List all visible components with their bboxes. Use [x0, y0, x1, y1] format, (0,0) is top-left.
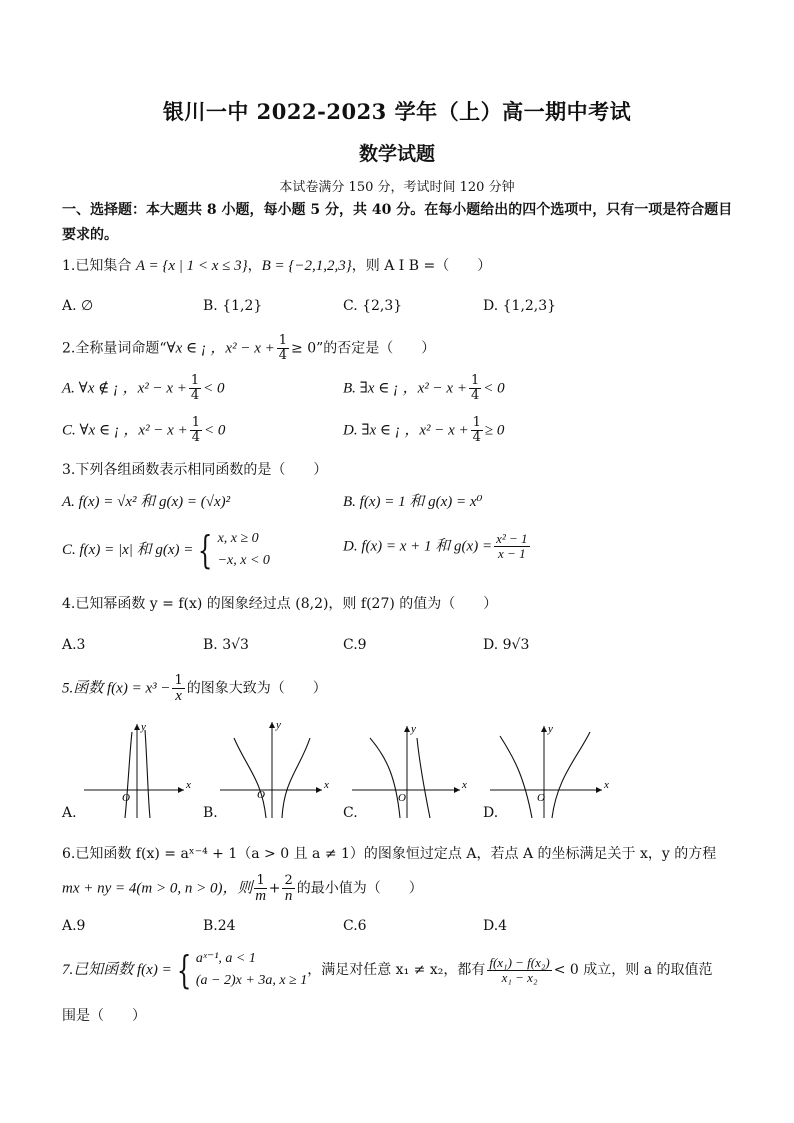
q5-label-c: C. [343, 805, 358, 821]
q6-frac1-num: 1 [256, 873, 265, 888]
q2-c-prefix: C. ∀x ∈ ¡ ，x² − x + [62, 422, 188, 439]
q2-a-prefix: A. ∀x ∉ ¡ ，x² − x + [62, 380, 187, 397]
q2-stem-post: ≥ 0”的否定是（ ） [291, 340, 436, 357]
graph-d-y-label: y [548, 723, 553, 735]
q5-fraction [172, 674, 184, 703]
q2-b-prefix: B. ∃x ∈ ¡ ，x² − x + [343, 380, 467, 397]
q2-c-frac-den: 4 [191, 430, 200, 445]
graph-c [352, 723, 467, 818]
q2-fraction [277, 334, 289, 363]
q2-a-suffix: < 0 [203, 380, 225, 397]
graph-b [220, 719, 329, 818]
q7-cases [196, 948, 307, 992]
q4-option-b: B. 3√3 [203, 637, 249, 653]
q7-fraction [487, 956, 551, 985]
q2-stem-mid: ∀x ∈ ¡ ，x² − x + [166, 340, 275, 357]
q2-c-suffix: < 0 [204, 422, 226, 439]
q7-brace: { [176, 948, 192, 992]
exam-title: 银川一中 2022-2023 学年（上）高一期中考试 [162, 99, 632, 124]
q3-option-d [343, 532, 532, 561]
q1-set-a: A = {x | 1 < x ≤ 3} [135, 258, 248, 274]
q7-pre: 7.已知函数 f(x) = [62, 962, 172, 978]
q3-option-a: A. f(x) = √x² 和 g(x) = (√x)² [62, 494, 231, 510]
graph-a [84, 721, 191, 818]
section-heading: 一、选择题：本大题共 8 小题，每小题 5 分，共 40 分。在每小题给出的四个选项中，只有一项是符合题目要求的。 [62, 202, 733, 243]
q3-d-pre: D. f(x) = x + 1 和 g(x) = [343, 538, 493, 555]
q2-b-fraction [469, 374, 481, 403]
q2-d-frac-den: 4 [472, 430, 481, 445]
q4-option-d: D. 9√3 [483, 637, 530, 653]
q5-stem-pre: 5.函数 f(x) = x³ − [62, 680, 171, 697]
q2-a-fraction [189, 374, 201, 403]
q3-c-pre: C. f(x) = |x| 和 g(x) = [62, 542, 194, 558]
question-7-line1 [62, 948, 713, 992]
q2-c-frac-num: 1 [191, 415, 200, 430]
q2-d-frac-num: 1 [472, 415, 481, 430]
q7-frac-den: x₁ − x₂ [501, 969, 538, 985]
graph-a-y-label: y [141, 721, 146, 733]
graph-b-x-label: x [324, 779, 329, 791]
q3-d-frac-den: x − 1 [498, 546, 526, 561]
q2-option-b [343, 374, 505, 403]
q2-option-d [343, 416, 504, 445]
q6-fraction-1 [254, 874, 266, 903]
q6-option-b: B.24 [203, 918, 236, 934]
q6-line2-post: 的最小值为（ ） [296, 880, 423, 897]
q2-a-frac-num: 1 [190, 373, 200, 388]
q1-stem-post: ，则 A I B =（ ） [351, 258, 492, 274]
q2-d-fraction [471, 416, 483, 445]
graph-b-y-label: y [276, 719, 281, 731]
q7-frac-num: f(x₁) − f(x₂) [489, 954, 550, 970]
q2-b-suffix: < 0 [483, 380, 505, 397]
graph-d-x-label: x [604, 779, 609, 791]
q6-frac2-num: 2 [284, 873, 293, 888]
q4-option-c: C.9 [343, 637, 367, 653]
graph-b-origin: O [257, 789, 265, 801]
q3-c-brace: { [198, 528, 213, 572]
q5-label-a: A. [62, 805, 77, 821]
graph-c-x-label: x [462, 779, 467, 791]
question-4-stem: 4.已知幂函数 y = f(x) 的图象经过点 (8,2)，则 f(27) 的值为（ ） [62, 596, 498, 612]
question-2-stem [62, 334, 435, 363]
q6-frac1-den: m [255, 888, 267, 904]
q6-line2-pre: mx + ny = 4(m > 0, n > 0)，则 [62, 880, 253, 897]
q1-stem-pre: 1.已知集合 [62, 258, 136, 274]
q1-option-a: A. ∅ [62, 298, 94, 314]
exam-subtitle: 数学试题 [358, 143, 435, 165]
q7-case2: (a − 2)x + 3a, x ≥ 1 [195, 973, 308, 988]
q6-frac2-den: n [284, 888, 293, 904]
q2-option-a [62, 374, 225, 403]
q3-c-case2: −x, x < 0 [217, 553, 270, 568]
graph-c-y-label: y [411, 723, 416, 735]
q5-label-b: B. [203, 805, 218, 821]
q5-frac-den: x [175, 688, 182, 704]
q5-label-d: D. [483, 805, 499, 821]
q2-d-suffix: ≥ 0 [484, 422, 505, 439]
q6-fraction-2 [282, 874, 294, 903]
question-6-line2 [62, 874, 423, 903]
graph-d [490, 723, 609, 818]
q5-stem-post: 的图象大致为（ ） [186, 680, 327, 697]
q2-b-frac-den: 4 [470, 388, 480, 403]
q1-sep: ， [247, 258, 262, 274]
graph-a-x-label: x [186, 779, 191, 791]
q7-post: < 0 成立，则 a 的取值范 [553, 962, 713, 978]
q7-case1: aˣ⁻¹, a < 1 [195, 951, 256, 966]
q2-option-c [62, 416, 225, 445]
graph-a-origin: O [122, 792, 130, 804]
q2-a-frac-den: 4 [190, 388, 200, 403]
q4-option-a: A.3 [62, 637, 86, 653]
q3-d-frac-num: x² − 1 [496, 531, 528, 546]
graph-c-origin: O [398, 792, 406, 804]
q3-option-b: B. f(x) = 1 和 g(x) = x⁰ [343, 494, 483, 510]
q3-c-cases [218, 528, 270, 572]
q6-option-d: D.4 [483, 918, 508, 934]
q3-option-c [62, 528, 270, 572]
q7-mid: ，满足对任意 x₁ ≠ x₂，都有 [307, 962, 486, 978]
graph-d-origin: O [537, 792, 545, 804]
question-5-stem [62, 674, 327, 703]
q6-option-a: A.9 [62, 918, 86, 934]
question-1-stem [62, 255, 491, 275]
q2-stem-pre: 2.全称量词命题“ [62, 340, 167, 357]
question-3-stem: 3.下列各组函数表示相同函数的是（ ） [62, 462, 328, 478]
exam-info: 本试卷满分 150 分，考试时间 120 分钟 [279, 180, 515, 195]
q2-c-fraction [190, 416, 202, 445]
q6-option-c: C.6 [343, 918, 367, 934]
q2-d-prefix: D. ∃x ∈ ¡ ，x² − x + [343, 422, 469, 439]
q3-d-fraction [494, 532, 529, 561]
q2-frac-den: 4 [278, 348, 288, 363]
q3-c-case1: x, x ≥ 0 [217, 531, 259, 546]
question-7-line2: 围是（ ） [62, 1008, 146, 1024]
q6-plus: + [268, 880, 281, 897]
q2-b-frac-num: 1 [470, 373, 480, 388]
q1-option-d: D. {1,2,3} [483, 298, 557, 314]
q1-option-c: C. {2,3} [343, 298, 403, 314]
q5-frac-num: 1 [174, 673, 183, 688]
q1-set-b: B = {−2,1,2,3} [261, 258, 352, 274]
q1-option-b: B. {1,2} [203, 298, 263, 314]
q5-graphs [62, 718, 742, 828]
question-6-line1: 6.已知函数 f(x) = aˣ⁻⁴ + 1（a > 0 且 a ≠ 1）的图象恒过定点 A，若点 A 的坐标满足关于 x，y 的方程 [62, 846, 717, 862]
q2-frac-num: 1 [278, 333, 288, 348]
